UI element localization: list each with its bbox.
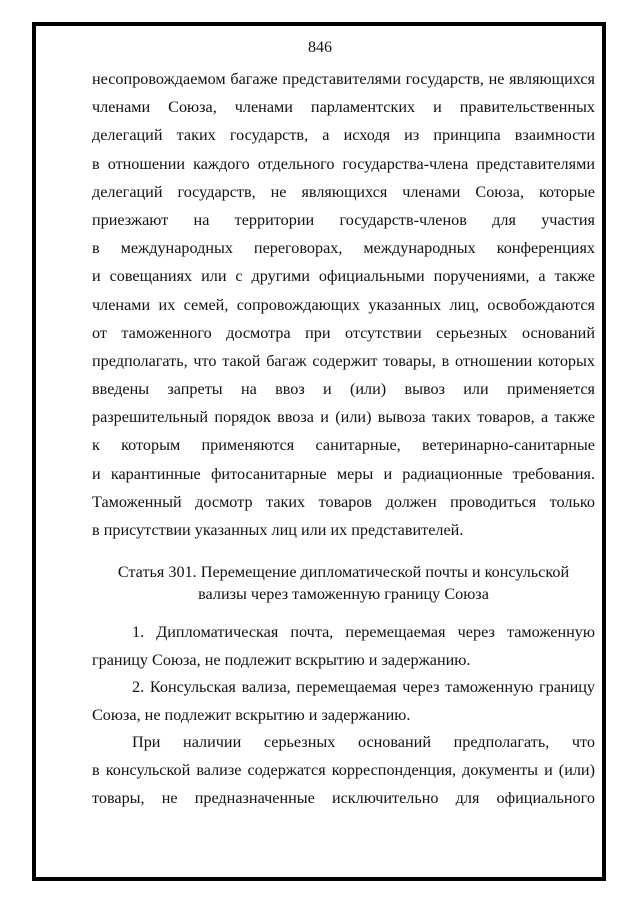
- text-line: членами их семей, сопровождающих указанных лиц, освобождаются: [92, 295, 595, 314]
- paragraph-2: [92, 673, 595, 729]
- text-line: в отношении каждого отдельного государства-члена представителями: [92, 154, 595, 173]
- text-line: Союза, не подлежит вскрытию и задержанию.: [92, 706, 411, 725]
- text-line: 1. Дипломатическая почта, перемещаемая через таможенную: [132, 623, 595, 641]
- text-line: введены запреты на ввоз и (или) вывоз или применяется: [92, 380, 595, 399]
- text-line: и совещаниях или с другими официальными поручениями, а также: [92, 267, 595, 286]
- text-line: При наличии серьезных оснований предполагать, что: [132, 733, 595, 751]
- text-line: несопровождаемом багаже представителями государств, не являющихся: [92, 70, 595, 88]
- text-line: предполагать, что такой багаж содержит товары, в отношении которых: [92, 351, 595, 370]
- text-line: и карантинные фитосанитарные меры и радиационные требования.: [92, 464, 595, 483]
- text-line: границу Союза, не подлежит вскрытию и задержанию.: [92, 651, 471, 670]
- text-line: членами Союза, членами парламентских и правительственных: [92, 98, 595, 117]
- page-number: 846: [308, 39, 332, 56]
- text-line: Таможенный досмотр таких товаров должен проводиться только: [92, 492, 595, 511]
- paragraph-3: [92, 728, 595, 813]
- article-heading-line: вализы через таможенную границу Союза: [198, 585, 489, 603]
- text-line: от таможенного досмотра при отсутствии серьезных оснований: [92, 323, 595, 342]
- text-line: разрешительный порядок ввоза и (или) вывоза таких товаров, а также: [92, 408, 595, 427]
- text-line: приезжают на территории государств-членов для участия: [92, 210, 595, 229]
- text-line: в присутствии указанных лиц или их представителей.: [92, 521, 464, 539]
- article-heading-line: Статья 301. Перемещение дипломатической почты и консульской: [117, 563, 570, 581]
- text-line: в международных переговорах, международных конференциях: [92, 239, 595, 258]
- text-line: делегаций таких государств, а исходя из принципа взаимности: [92, 126, 595, 145]
- article-heading: [92, 561, 595, 605]
- paragraph-continuation: [92, 65, 595, 544]
- text-line: 2. Консульская вализа, перемещаемая через таможенную границу: [132, 678, 595, 696]
- text-line: в консульской вализе содержатся корреспонденция, документы и (или): [92, 761, 595, 780]
- text-line: товары, не предназначенные исключительно для официального: [92, 789, 595, 808]
- paragraph-1: [92, 618, 595, 674]
- text-line: к которым применяются санитарные, ветеринарно-санитарные: [92, 436, 595, 455]
- text-line: делегаций государств, не являющихся членами Союза, которые: [92, 182, 595, 201]
